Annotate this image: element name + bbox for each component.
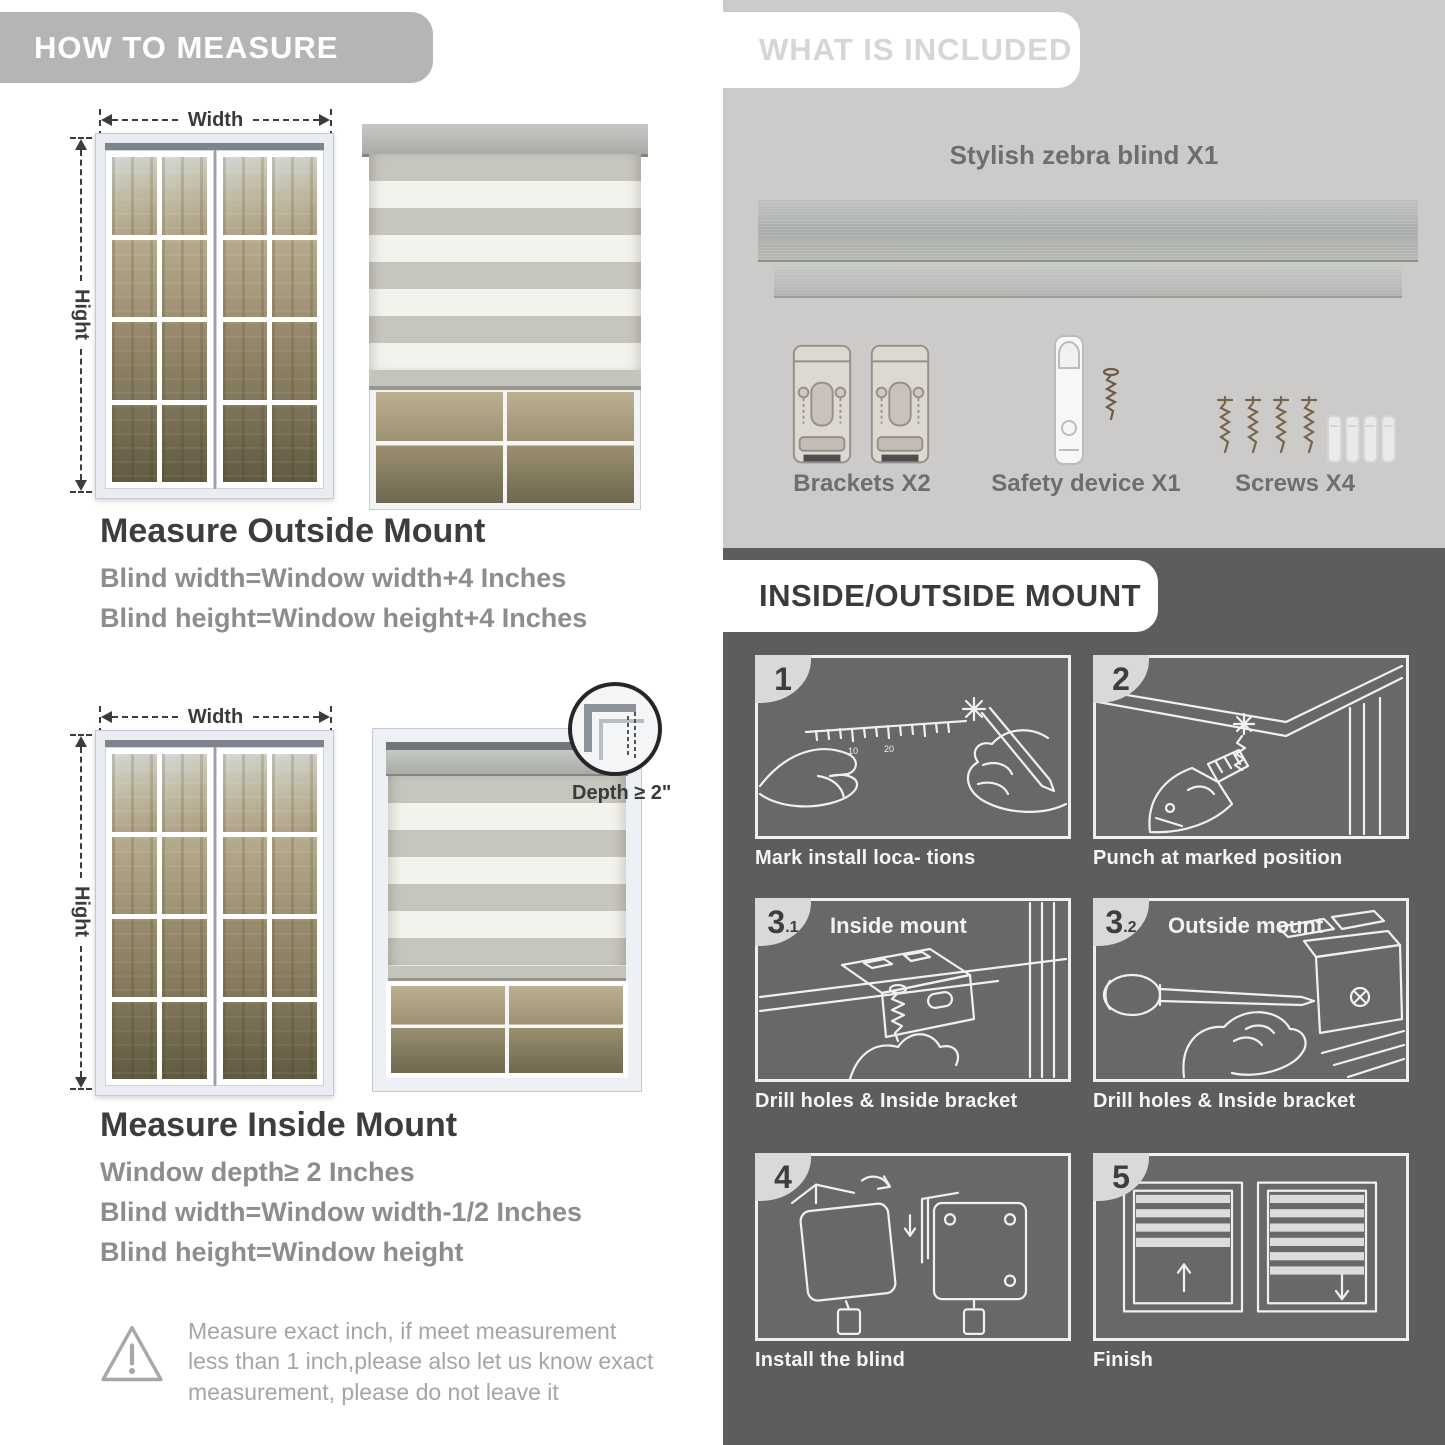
window-pane	[162, 837, 207, 915]
brackets-label: Brackets X2	[793, 470, 931, 497]
window-pane	[112, 1002, 157, 1080]
window-sash	[216, 747, 325, 1086]
dashed-line	[253, 716, 319, 718]
window-opening	[105, 143, 324, 489]
window-pane	[112, 240, 157, 318]
window-pane	[272, 837, 317, 915]
window-pane	[272, 405, 317, 483]
window-pane	[272, 1002, 317, 1080]
window-illustration-inside	[95, 730, 334, 1096]
outside-mount-line: Blind height=Window height+4 Inches	[100, 603, 588, 633]
measure-tick	[70, 1088, 92, 1090]
depth-detail-circle-icon	[568, 682, 662, 776]
blind-cassette	[362, 124, 648, 157]
window-sash	[105, 150, 214, 489]
window-sashes	[105, 747, 324, 1086]
headrail-top-bar	[758, 200, 1418, 262]
window-pane	[272, 322, 317, 400]
step-panel-5	[1093, 1153, 1409, 1341]
width-measure-arrow	[99, 702, 332, 732]
step-number: 4	[774, 1158, 792, 1195]
arrow-down-icon	[75, 480, 87, 491]
window-pane	[223, 157, 268, 235]
step-illustration-measuring	[758, 658, 1068, 836]
bracket-icon	[866, 338, 934, 478]
alert-triangle-icon	[98, 1316, 166, 1392]
arrow-left-icon	[101, 711, 112, 723]
screws-image	[1212, 392, 1397, 479]
step-panel-3-1	[755, 898, 1071, 1082]
step-number-sub: .1	[785, 919, 799, 936]
window-pane	[223, 837, 268, 915]
window-pane	[112, 754, 157, 832]
step-caption: Punch at marked position	[1093, 847, 1343, 869]
inside-mount-line: Blind height=Window height	[100, 1237, 464, 1267]
step-panel-2	[1093, 655, 1409, 839]
height-measure-arrow	[68, 137, 94, 493]
zebra-blind-illustration-outside	[362, 120, 648, 497]
blind-headrail-image	[758, 200, 1418, 298]
safety-device-label: Safety device X1	[991, 470, 1181, 497]
step-illustration-finish	[1096, 1156, 1406, 1338]
product-label: Stylish zebra blind X1	[949, 140, 1219, 170]
window-head-trim	[105, 740, 324, 747]
blind-bottom-rail	[388, 966, 626, 981]
window-pane	[112, 837, 157, 915]
window-pane	[162, 240, 207, 318]
outside-mount-heading: Measure Outside Mount	[100, 512, 486, 550]
step-caption: Drill holes & Inside bracket	[755, 1090, 1018, 1112]
dashed-line	[112, 119, 178, 121]
height-label: Hight	[70, 886, 93, 938]
step-illustration-install	[758, 1156, 1068, 1338]
inside-mount-heading: Measure Inside Mount	[100, 1106, 458, 1144]
step-title: Inside mount	[830, 913, 967, 938]
window-pane	[272, 754, 317, 832]
arrow-up-icon	[75, 736, 87, 747]
window-sashes	[105, 150, 324, 489]
window-pane	[162, 919, 207, 997]
window-pane	[162, 754, 207, 832]
window-pane	[223, 754, 268, 832]
measure-tick	[70, 491, 92, 493]
safety-device-image	[1035, 332, 1135, 477]
window-pane	[112, 919, 157, 997]
window-pane	[223, 405, 268, 483]
window-pane	[162, 1002, 207, 1080]
outside-mount-instructions	[100, 512, 587, 643]
what-is-included-header: WHAT IS INCLUDED	[723, 12, 1080, 88]
step-caption: Install the blind	[755, 1349, 906, 1371]
screws-label: Screws X4	[1234, 470, 1356, 497]
dashed-line	[253, 119, 319, 121]
window-pane	[162, 322, 207, 400]
window-pane	[112, 322, 157, 400]
window-head-trim	[105, 143, 324, 150]
blind-bottom-rail	[369, 370, 641, 390]
window-behind-blind	[386, 981, 628, 1078]
window-pane	[162, 157, 207, 235]
svg-text:10: 10	[848, 746, 859, 756]
step-number-sub: .2	[1123, 919, 1137, 936]
window-pane	[223, 322, 268, 400]
step-caption: Mark install loca- tions	[755, 847, 976, 869]
window-pane	[162, 405, 207, 483]
window-behind-blind	[370, 386, 640, 509]
window-pane	[223, 240, 268, 318]
depth-callout-label: Depth ≥ 2"	[572, 782, 672, 804]
step-caption: Drill holes & Inside bracket	[1093, 1090, 1356, 1112]
step-panel-1	[755, 655, 1071, 839]
arrow-right-icon	[319, 114, 330, 126]
step-number: 3	[1105, 903, 1124, 940]
window-sash	[105, 747, 214, 1086]
window-pane	[272, 157, 317, 235]
width-label: Width	[187, 108, 244, 131]
arrow-up-icon	[75, 139, 87, 150]
dashed-line	[80, 747, 82, 878]
dashed-line	[80, 946, 82, 1077]
inside-mount-line: Blind width=Window width-1/2 Inches	[100, 1197, 583, 1227]
dashed-line	[80, 349, 82, 480]
arrow-down-icon	[75, 1077, 87, 1088]
width-label: Width	[187, 705, 244, 728]
how-to-measure-header: HOW TO MEASURE	[0, 12, 433, 83]
step-panel-3-2	[1093, 898, 1409, 1082]
step-number: 2	[1112, 660, 1130, 697]
window-opening	[105, 740, 324, 1086]
step-number: 3	[767, 903, 786, 940]
height-measure-arrow	[68, 734, 94, 1090]
measure-warning	[98, 1316, 658, 1407]
inside-outside-mount-header: INSIDE/OUTSIDE MOUNT	[723, 560, 1158, 632]
window-pane	[272, 919, 317, 997]
dashed-line	[112, 716, 178, 718]
arrow-right-icon	[319, 711, 330, 723]
step-number: 1	[774, 660, 792, 697]
step-panel-4	[755, 1153, 1071, 1341]
outside-mount-line: Blind width=Window width+4 Inches	[100, 563, 567, 593]
step-number: 5	[1112, 1158, 1130, 1195]
zebra-blind-illustration-inside	[372, 728, 672, 1092]
headrail-bottom-lip	[774, 262, 1402, 298]
brackets-image	[788, 338, 934, 478]
window-pane	[112, 405, 157, 483]
svg-text:20: 20	[884, 744, 895, 754]
window-pane	[272, 240, 317, 318]
step-caption: Finish	[1093, 1349, 1154, 1371]
inside-mount-instructions	[100, 1106, 582, 1277]
screws-icon	[1212, 392, 1397, 474]
dashed-line	[80, 150, 82, 281]
width-measure-arrow	[99, 105, 332, 135]
height-label: Hight	[70, 289, 93, 341]
arrow-left-icon	[101, 114, 112, 126]
zebra-fabric	[369, 154, 641, 370]
window-pane	[223, 1002, 268, 1080]
step-illustration-drilling	[1096, 658, 1406, 836]
window-pane	[112, 157, 157, 235]
step-title: Outside mount	[1168, 913, 1324, 938]
inside-mount-line: Window depth≥ 2 Inches	[100, 1157, 415, 1187]
warning-text: Measure exact inch, if meet measurement less than 1 inch,please also let us know exact measurement, please do not leave it	[188, 1318, 654, 1405]
window-sash	[216, 150, 325, 489]
window-illustration-outside	[95, 133, 334, 499]
window-pane	[223, 919, 268, 997]
corner-detail-drawing	[572, 686, 658, 772]
safety-device-icon	[1035, 332, 1135, 472]
bracket-icon	[788, 338, 856, 478]
